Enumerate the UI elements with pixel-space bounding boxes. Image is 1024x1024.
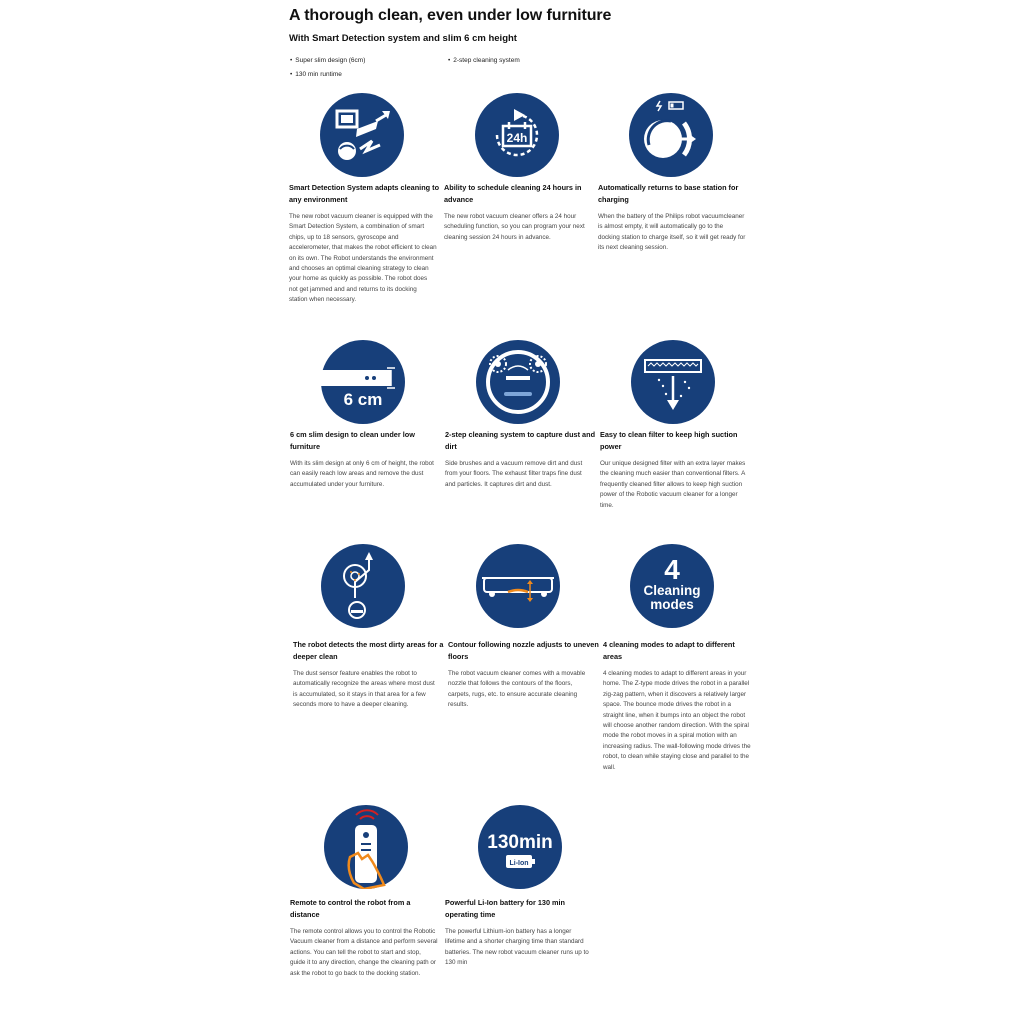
feature-title: 2-step cleaning system to capture dust and dirt <box>445 430 596 451</box>
feature-title: Smart Detection System adapts cleaning to any environment <box>289 183 440 204</box>
feature-title: Contour following nozzle adjusts to uneven floors <box>448 640 599 661</box>
icon-label: Cleaning <box>643 583 701 598</box>
feature-title: The robot detects the most dirty areas for a deeper clean <box>293 640 444 661</box>
bullet-item: • 130 min runtime <box>290 71 342 78</box>
dirt-detection-icon <box>321 544 405 628</box>
icon-badge: Li-Ion <box>509 860 529 867</box>
remote-control-icon <box>324 805 408 889</box>
smart-detection-icon <box>320 93 404 177</box>
feature-description: The new robot vacuum cleaner is equipped with the Smart Detection System, a combination of smart chips, up to 18 sensors, gyroscope and accelerometer, that makes the robot efficient to clean on its own. The Robot understands the environment and chooses an optimal cleaning strategy to clean your home as quickly as possible. The robot does not get jammed and and returns to its docking station when necessary. <box>289 213 437 304</box>
feature-title: Ability to schedule cleaning 24 hours in advance <box>444 183 582 204</box>
icon-label: 24h <box>506 131 528 145</box>
feature-description: With its slim design at only 6 cm of height, the robot can easily reach low areas and remove the dust accumulated under your furniture. <box>290 460 434 488</box>
bullet-item: • 2-step cleaning system <box>448 57 520 64</box>
contour-nozzle-icon <box>476 544 560 628</box>
feature-title: Automatically returns to base station for charging <box>598 183 739 204</box>
bullet-item: • Super slim design (6cm) <box>290 57 365 64</box>
feature-title: Remote to control the robot from a distance <box>290 898 411 919</box>
feature-description: 4 cleaning modes to adapt to different areas in your home. The Z-type mode drives the robot in a parallel zig-zag pattern, when it discovers a relatively larger space. The bounce mode drives the robot in a straight line, when it bumps into an object the robot will choose another random direction. With the spiral mode the robot moves in a spiral motion with an increasing radius. The wall-following mode drives the robot, to clean while staying close and parallel to the wall. <box>603 670 751 771</box>
feature-description: When the battery of the Philips robot vacuumcleaner is almost empty, it will automatically go to the docking station to charge itself, so it will get ready for its next cleaning session. <box>598 213 746 252</box>
page-subtitle: With Smart Detection system and slim 6 cm height <box>289 33 517 44</box>
cleaning-modes-icon <box>630 544 714 628</box>
feature-description: Our unique designed filter with an extra layer makes the cleaning much easier than conventional filters. A frequently cleaned filter allows to keep high suction power of the Robotic vacuum cleaner for a longer time. <box>600 460 746 509</box>
icon-label: 6 cm <box>343 390 383 409</box>
icon-number: 4 <box>664 554 680 585</box>
two-step-cleaning-icon <box>476 340 560 424</box>
feature-title: Easy to clean filter to keep high suction power <box>600 430 738 451</box>
feature-description: The remote control allows you to control the Robotic Vacuum cleaner from a distance and perform several actions. You can tell the robot to start and stop, guide it to any direction, change the cleaning path or ask the robot to go back to the docking station. <box>290 928 438 977</box>
feature-title: 6 cm slim design to clean under low furniture <box>290 430 415 451</box>
feature-description: The dust sensor feature enables the robot to automatically recognize the areas where most dust is accumulated, so it stays in that area for a few seconds more to have a deeper cleaning. <box>293 670 435 709</box>
feature-title: Powerful Li-Ion battery for 130 min operating time <box>445 898 566 919</box>
feature-description: The powerful Lithium-ion battery has a longer lifetime and a shorter charging time than standard batteries. The new robot vacuum cleaner runs up to 130 min <box>445 928 589 967</box>
filter-icon <box>631 340 715 424</box>
feature-description: The robot vacuum cleaner comes with a movable nozzle that follows the contours of the floors, carpets, rugs, etc. to ensure accurate cleaning results. <box>448 670 586 709</box>
icon-label: 130min <box>487 832 553 853</box>
feature-description: Side brushes and a vacuum remove dirt and dust from your floors. The exhaust filter traps fine dust and particles. It captures dirt and dust. <box>445 460 583 488</box>
slim-6cm-icon <box>321 340 405 424</box>
schedule-24h-icon <box>475 93 559 177</box>
return-to-base-icon <box>629 93 713 177</box>
feature-description: The new robot vacuum cleaner offers a 24 hour scheduling function, so you can program your next cleaning session 24 hours in advance. <box>444 213 585 241</box>
battery-130min-icon <box>478 805 562 889</box>
page-title: A thorough clean, even under low furniture <box>289 7 612 24</box>
icon-label: modes <box>650 597 694 612</box>
feature-title: 4 cleaning modes to adapt to different areas <box>603 640 735 661</box>
